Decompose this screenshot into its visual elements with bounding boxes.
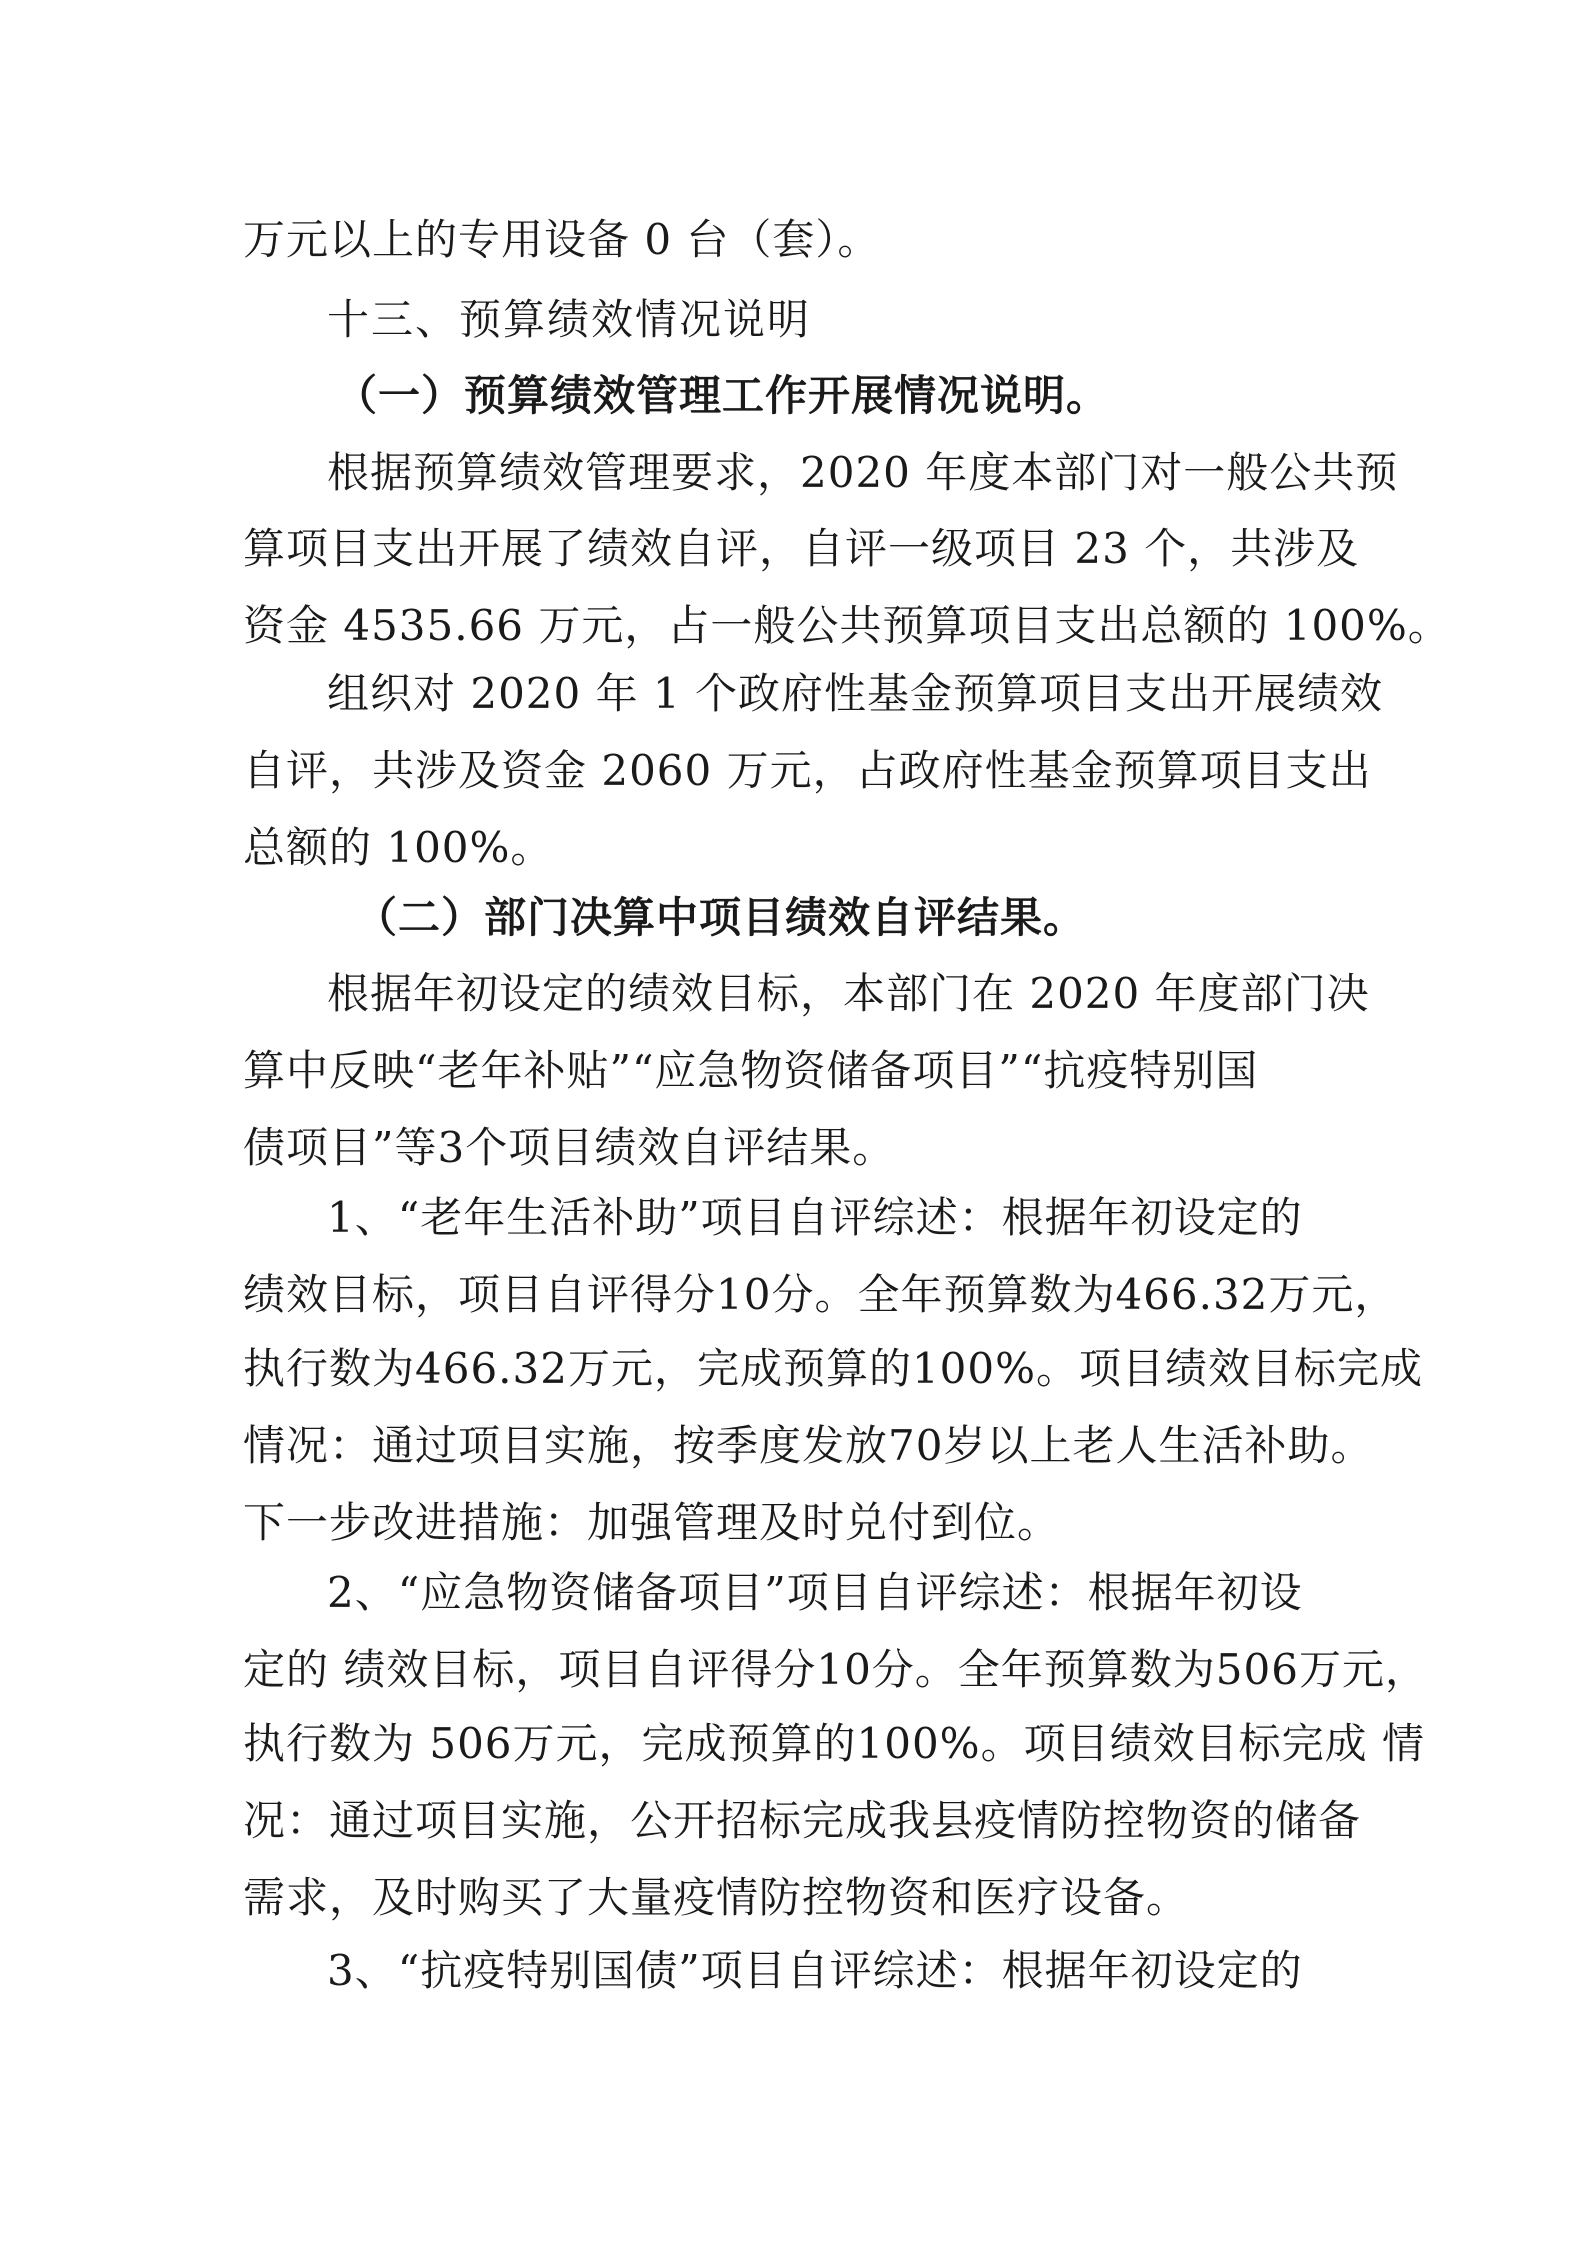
paragraph-line: 绩效目标，项目自评得分10分。全年预算数为466.32万元， [243, 1270, 1398, 1319]
text-line: 万元以上的专用设备 0 台（套）。 [243, 215, 881, 264]
paragraph-line: 算中反映“老年补贴”“应急物资储备项目”“抗疫特别国 [243, 1046, 1259, 1095]
subsection-heading: （二）部门决算中项目绩效自评结果。 [355, 893, 1087, 942]
paragraph-line: 债项目”等3个项目绩效自评结果。 [243, 1123, 896, 1172]
paragraph-line: 总额的 100%。 [243, 823, 554, 872]
subsection-heading: （一）预算绩效管理工作开展情况说明。 [335, 371, 1110, 420]
paragraph-line: 下一步改进措施：加强管理及时兑付到位。 [243, 1498, 1061, 1547]
paragraph-line: 执行数为466.32万元，完成预算的100%。项目绩效目标完成 [243, 1344, 1424, 1393]
paragraph-line: 资金 4535.66 万元，占一般公共预算项目支出总额的 100%。 [243, 601, 1451, 650]
paragraph-line: 执行数为 506万元，完成预算的100%。项目绩效目标完成 情 [243, 1719, 1425, 1768]
paragraph-line: 根据年初设定的绩效目标，本部门在 2020 年度部门决 [327, 969, 1370, 1018]
paragraph-line: 2、“应急物资储备项目”项目自评综述：根据年初设 [327, 1568, 1303, 1617]
paragraph-line: 1、“老年生活补助”项目自评综述：根据年初设定的 [327, 1193, 1303, 1242]
paragraph-line: 根据预算绩效管理要求，2020 年度本部门对一般公共预 [327, 448, 1399, 497]
paragraph-line: 定的 绩效目标，项目自评得分10分。全年预算数为506万元， [243, 1645, 1428, 1694]
paragraph-line: 算项目支出开展了绩效自评，自评一级项目 23 个，共涉及 [243, 524, 1360, 573]
paragraph-line: 情况：通过项目实施，按季度发放70岁以上老人生活补助。 [243, 1421, 1374, 1470]
paragraph-line: 需求，及时购买了大量疫情防控物资和医疗设备。 [243, 1873, 1190, 1922]
paragraph-line: 3、“抗疫特别国债”项目自评综述：根据年初设定的 [327, 1946, 1303, 1995]
section-heading: 十三、预算绩效情况说明 [327, 295, 812, 344]
paragraph-line: 况：通过项目实施，公开招标完成我县疫情防控物资的储备 [243, 1796, 1362, 1845]
paragraph-line: 组织对 2020 年 1 个政府性基金预算项目支出开展绩效 [327, 669, 1384, 718]
paragraph-line: 自评，共涉及资金 2060 万元，占政府性基金预算项目支出 [243, 746, 1372, 795]
